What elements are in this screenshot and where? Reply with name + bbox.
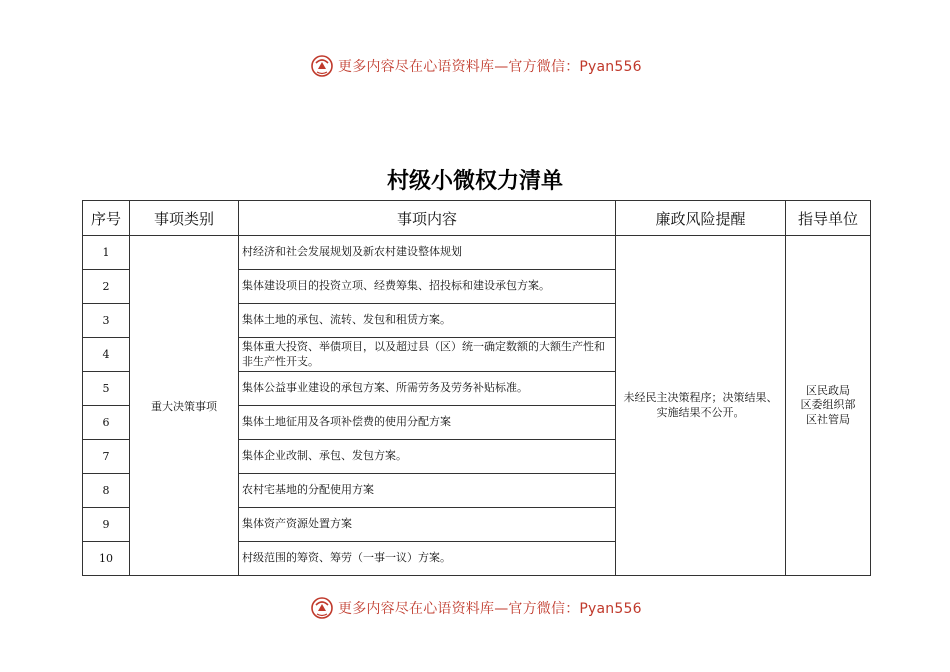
- row-index: 7: [83, 440, 130, 474]
- brand-logo-icon: [310, 596, 334, 620]
- unit-cell: [786, 236, 871, 576]
- watermark-text: 更多内容尽在心语资料库—官方微信：Pyan556: [338, 601, 642, 617]
- page-title: 村级小微权力清单: [386, 169, 563, 194]
- unit-social-management: 区社管局: [806, 412, 850, 426]
- row-index: 8: [83, 474, 130, 508]
- header-content: 事项内容: [239, 201, 616, 236]
- row-content: 集体公益事业建设的承包方案、所需劳务及劳务补贴标准。: [239, 372, 616, 406]
- row-content: 村级范围的筹资、筹劳（一事一议）方案。: [239, 542, 616, 576]
- row-index: 10: [83, 542, 130, 576]
- row-content: 集体土地的承包、流转、发包和租赁方案。: [239, 304, 616, 338]
- category-cell: 重大决策事项: [130, 236, 239, 576]
- table-row: [83, 236, 871, 270]
- unit-organization-dept: 区委组织部: [800, 398, 856, 412]
- row-index: 2: [83, 270, 130, 304]
- row-index: 3: [83, 304, 130, 338]
- row-content: 集体土地征用及各项补偿费的使用分配方案: [239, 406, 616, 440]
- row-content: 集体重大投资、举债项目，以及超过县（区）统一确定数额的大额生产性和非生产性开支。: [239, 338, 616, 372]
- power-list-table: [82, 200, 871, 576]
- header-risk: 廉政风险提醒: [616, 201, 786, 236]
- header-category: 事项类别: [130, 201, 239, 236]
- watermark-banner-bottom: [310, 594, 642, 622]
- row-content: 集体企业改制、承包、发包方案。: [239, 440, 616, 474]
- watermark-text: 更多内容尽在心语资料库—官方微信：Pyan556: [338, 59, 642, 75]
- row-index: 6: [83, 406, 130, 440]
- watermark-banner-top: [310, 52, 642, 80]
- row-index: 4: [83, 338, 130, 372]
- unit-civil-affairs: 区民政局: [806, 384, 850, 398]
- brand-logo-icon: [310, 54, 334, 78]
- table-header-row: [83, 201, 871, 236]
- row-index: 1: [83, 236, 130, 270]
- row-content: 村经济和社会发展规划及新农村建设整体规划: [239, 236, 616, 270]
- header-index: 序号: [83, 201, 130, 236]
- row-content: 集体建设项目的投资立项、经费筹集、招投标和建设承包方案。: [239, 270, 616, 304]
- risk-cell: 未经民主决策程序；决策结果、实施结果不公开。: [616, 236, 786, 576]
- row-content: 农村宅基地的分配使用方案: [239, 474, 616, 508]
- row-index: 5: [83, 372, 130, 406]
- row-content: 集体资产资源处置方案: [239, 508, 616, 542]
- row-index: 9: [83, 508, 130, 542]
- header-unit: 指导单位: [786, 201, 871, 236]
